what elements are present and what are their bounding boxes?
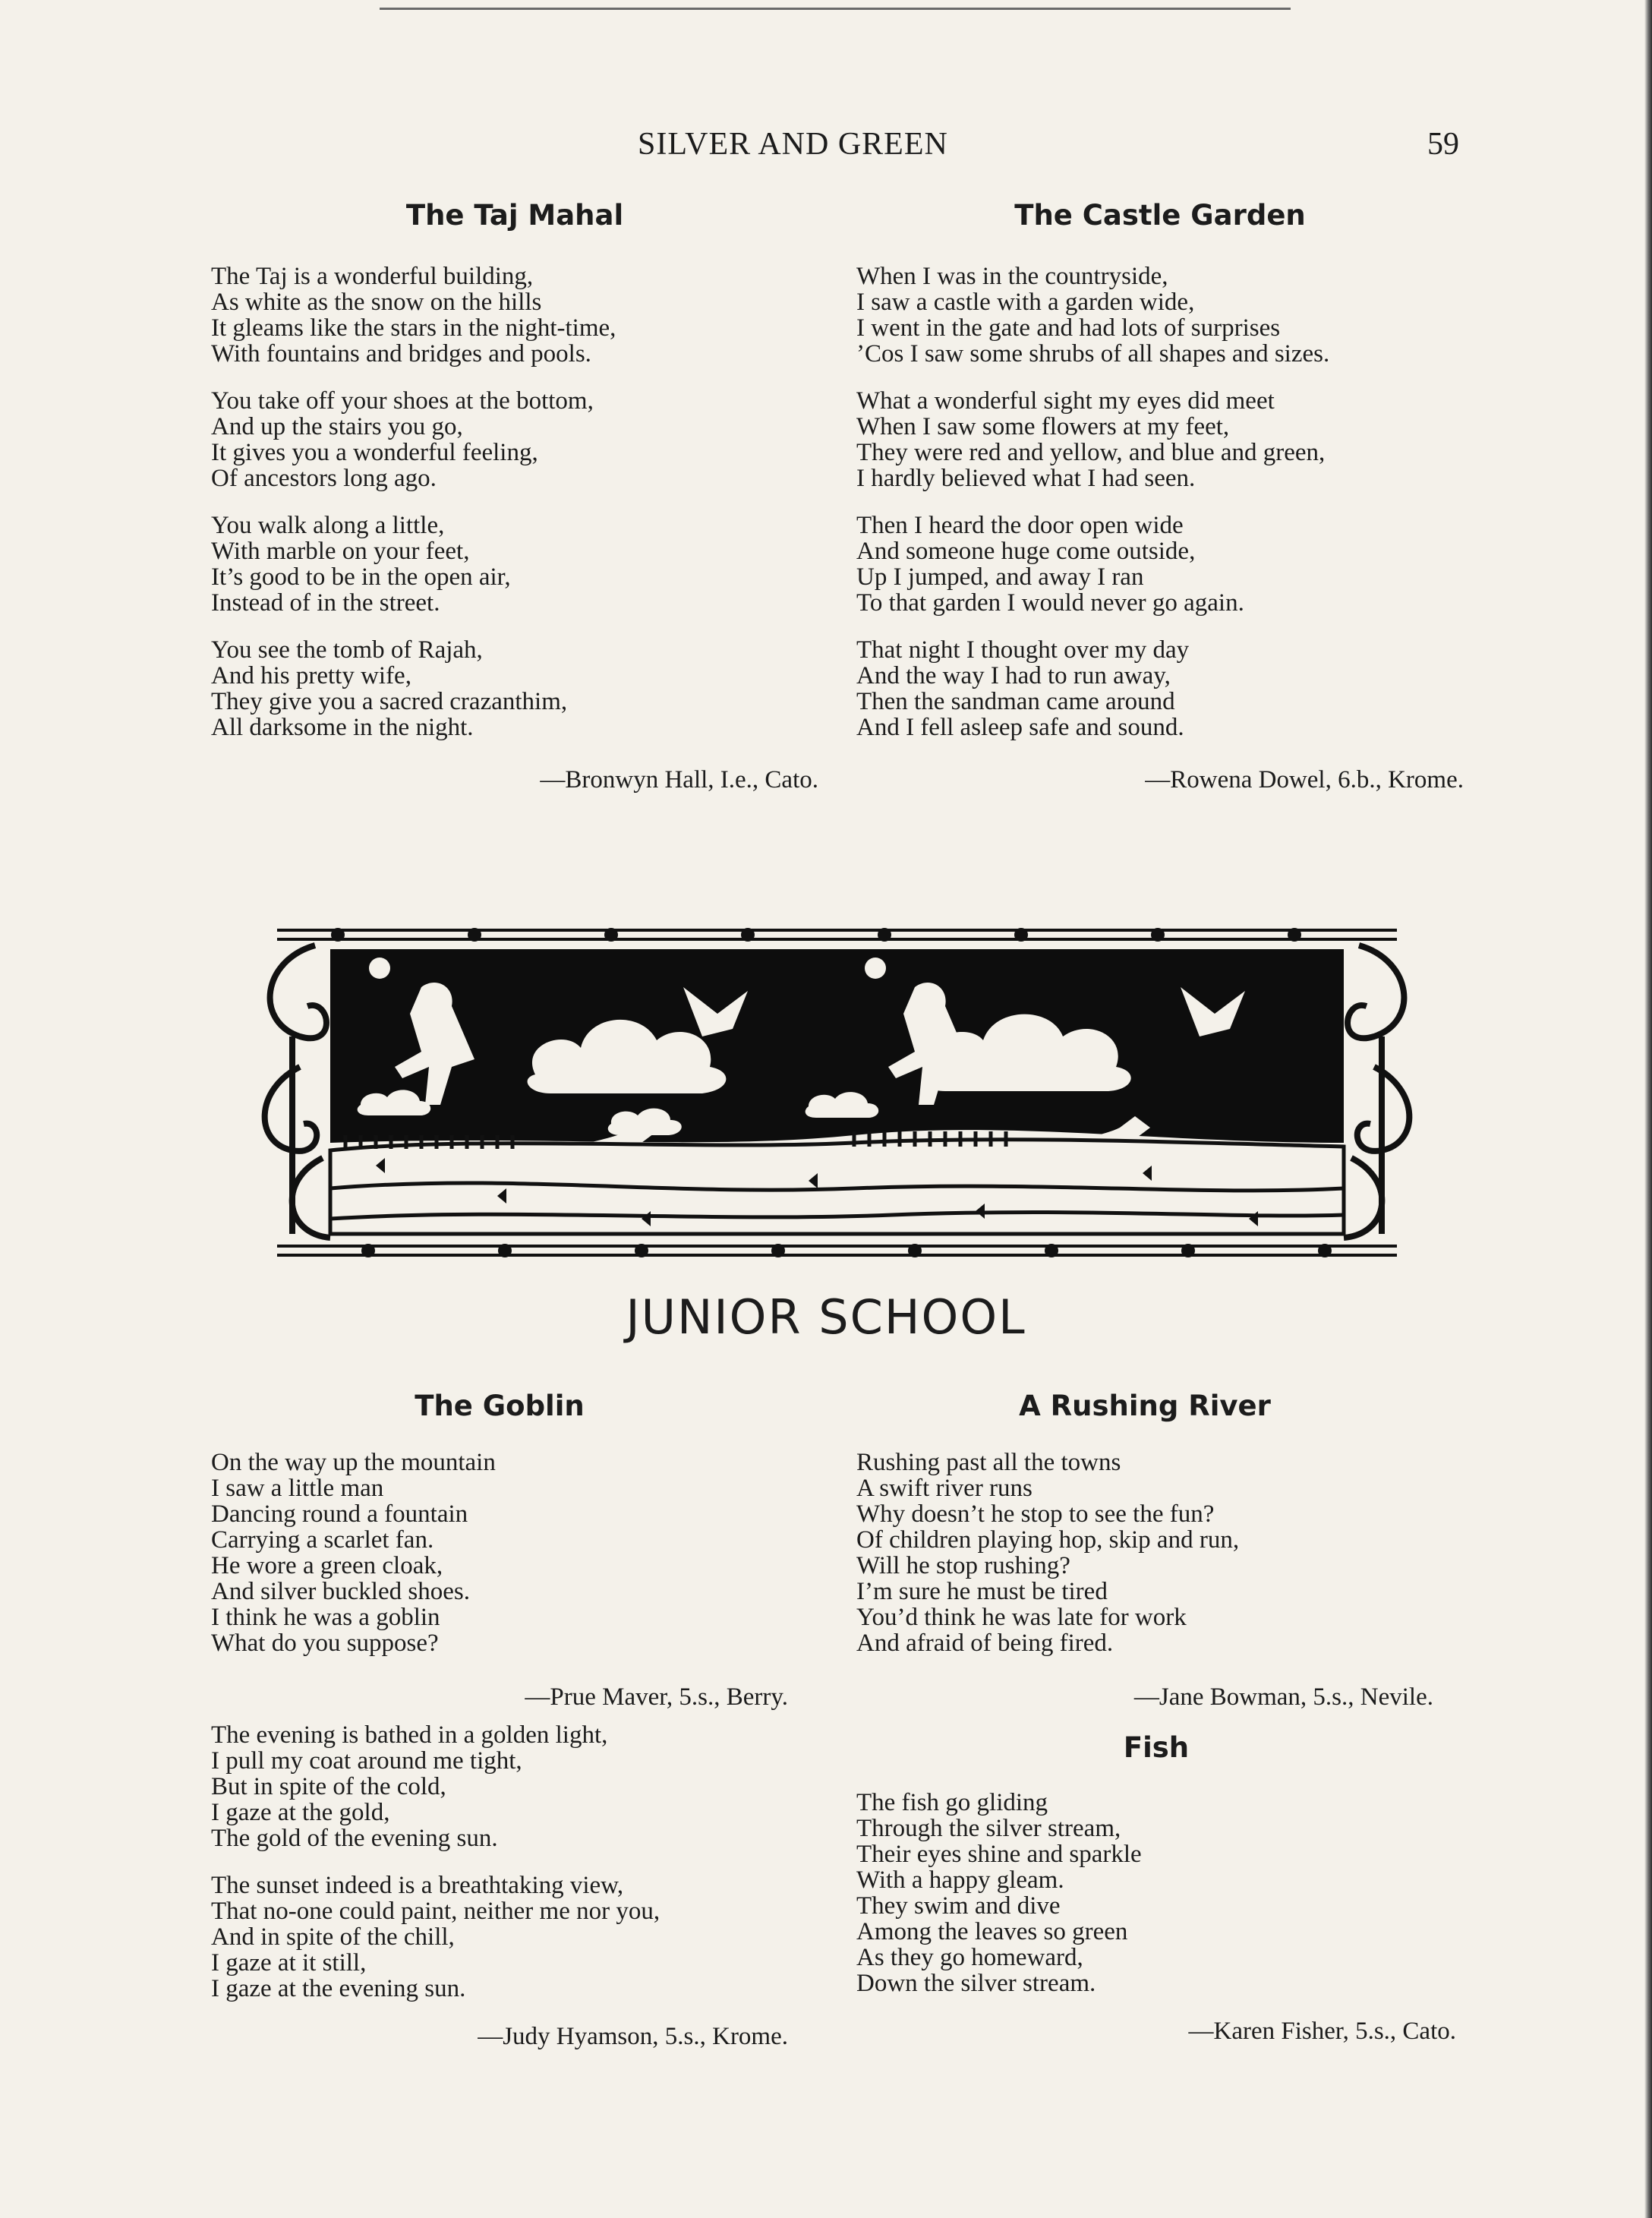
stanza (856, 637, 1464, 740)
poem-line: You take off your shoes at the bottom, (211, 387, 594, 415)
poem-line: It’s good to be in the open air, (211, 563, 511, 591)
poem-title: The Taj Mahal (405, 199, 624, 232)
poem-line: Then the sandman came around (856, 688, 1175, 715)
poem-line: But in spite of the cold, (211, 1773, 446, 1800)
poem-author: —Judy Hyamson, 5.s., Krome. (478, 2023, 788, 2050)
poem-line: I’m sure he must be tired (856, 1578, 1108, 1605)
junior-school-illustration (247, 915, 1427, 1268)
poem-line: I went in the gate and had lots of surprises (856, 314, 1281, 342)
poem-title: A Rushing River (1019, 1390, 1271, 1422)
poem-line: It gives you a wonderful feeling, (211, 439, 538, 466)
poem-line: And afraid of being fired. (856, 1630, 1114, 1657)
stanza (856, 1450, 1433, 1656)
poem-line: With marble on your feet, (211, 538, 470, 565)
poem-line: With a happy gleam. (856, 1866, 1064, 1894)
poem-line: What a wonderful sight my eyes did meet (856, 387, 1275, 415)
poem-author: —Jane Bowman, 5.s., Nevile. (1133, 1683, 1433, 1711)
poem-body (856, 1790, 1456, 1996)
poem-line: The gold of the evening sun. (211, 1825, 498, 1852)
poem-line: Down the silver stream. (856, 1970, 1096, 1997)
poem-line: As they go homeward, (856, 1944, 1083, 1971)
poem-line: Rushing past all the towns (856, 1449, 1121, 1476)
poem-line: When I was in the countryside, (856, 263, 1168, 290)
poem-line: That no-one could paint, neither me nor you, (211, 1898, 660, 1925)
poem-line: Of ancestors long ago. (211, 465, 437, 492)
poem-taj-mahal (211, 199, 818, 794)
poem-line: They give you a sacred crazanthim, (211, 688, 568, 715)
poem-line: With fountains and bridges and pools. (211, 340, 591, 368)
stanza (211, 388, 818, 491)
poem-line: I pull my coat around me tight, (211, 1747, 522, 1775)
poem-castle-garden (856, 199, 1464, 794)
poem-line: ’Cos I saw some shrubs of all shapes and sizes. (856, 340, 1330, 368)
poem-body (211, 1450, 788, 1656)
poem-line: Among the leaves so green (856, 1918, 1128, 1945)
poem-line: Why doesn’t he stop to see the fun? (856, 1500, 1215, 1528)
poem-evening (211, 1722, 818, 2051)
poem-title: The Castle Garden (1014, 199, 1306, 232)
poem-line: The fish go gliding (856, 1789, 1048, 1816)
poem-line: Instead of in the street. (211, 589, 440, 617)
poem-line: To that garden I would never go again. (856, 589, 1244, 617)
poem-fish (856, 1731, 1456, 2046)
poem-goblin (211, 1390, 788, 1712)
poem-line: I hardly believed what I had seen. (856, 465, 1196, 492)
poem-line: As white as the snow on the hills (211, 289, 542, 316)
poem-line: And silver buckled shoes. (211, 1578, 470, 1605)
stanza (856, 388, 1464, 491)
section-title: JUNIOR SCHOOL (626, 1289, 1026, 1345)
poem-title: Fish (1123, 1731, 1190, 1764)
poem-line: It gleams like the stars in the night-time, (211, 314, 616, 342)
stanza (211, 263, 818, 367)
poem-body (856, 263, 1464, 740)
poem-author: —Karen Fisher, 5.s., Cato. (1188, 2018, 1456, 2045)
stanza (211, 637, 818, 740)
poem-line: I gaze at the gold, (211, 1799, 390, 1826)
poem-line: Their eyes shine and sparkle (856, 1841, 1142, 1868)
poem-line: The sunset indeed is a breathtaking view, (211, 1872, 624, 1899)
poem-line: That night I thought over my day (856, 636, 1190, 664)
poem-author: —Bronwyn Hall, I.e., Cato. (540, 766, 818, 793)
poem-line: The Taj is a wonderful building, (211, 263, 534, 290)
stanza (856, 513, 1464, 616)
poem-line: I saw a little man (211, 1475, 384, 1502)
poem-line: I saw a castle with a garden wide, (856, 289, 1195, 316)
running-header: SILVER AND GREEN (638, 127, 948, 162)
poem-line: And the way I had to run away, (856, 662, 1171, 689)
stanza (211, 513, 818, 616)
poem-line: I think he was a goblin (211, 1604, 440, 1631)
poem-line: The evening is bathed in a golden light, (211, 1721, 608, 1749)
poem-line: And up the stairs you go, (211, 413, 463, 440)
poem-line: On the way up the mountain (211, 1449, 496, 1476)
page-number: 59 (1427, 127, 1459, 162)
poem-line: Of children playing hop, skip and run, (856, 1526, 1240, 1554)
poem-line: And someone huge come outside, (856, 538, 1196, 565)
poem-line: You’d think he was late for work (856, 1604, 1187, 1631)
poem-line: They were red and yellow, and blue and green, (856, 439, 1326, 466)
stanza (211, 1722, 818, 1851)
poem-body (856, 1450, 1433, 1656)
poem-line: I gaze at the evening sun. (211, 1975, 466, 2002)
poem-line: And in spite of the chill, (211, 1923, 455, 1951)
poem-line: Dancing round a fountain (211, 1500, 468, 1528)
poem-line: Through the silver stream, (856, 1815, 1121, 1842)
poem-line: I gaze at it still, (211, 1949, 367, 1977)
poem-line: All darksome in the night. (211, 714, 474, 741)
poem-line: Carrying a scarlet fan. (211, 1526, 434, 1554)
book-spine-shadow (1644, 0, 1652, 2218)
poem-line: You walk along a little, (211, 512, 445, 539)
poem-line: A swift river runs (856, 1475, 1032, 1502)
poem-line: Up I jumped, and away I ran (856, 563, 1144, 591)
poem-title: The Goblin (415, 1390, 585, 1422)
poem-line: And I fell asleep safe and sound. (856, 714, 1184, 741)
poem-line: And his pretty wife, (211, 662, 411, 689)
poem-line: You see the tomb of Rajah, (211, 636, 483, 664)
stanza (211, 1450, 788, 1656)
poem-line: When I saw some flowers at my feet, (856, 413, 1230, 440)
poem-author: —Prue Maver, 5.s., Berry. (525, 1683, 788, 1711)
poem-line: What do you suppose? (211, 1630, 439, 1657)
hills (330, 1140, 1344, 1234)
stanza (211, 1873, 818, 2002)
poem-line: They swim and dive (856, 1892, 1061, 1920)
poem-line: He wore a green cloak, (211, 1552, 443, 1579)
poem-rushing-river (856, 1390, 1433, 1712)
poem-author: —Rowena Dowel, 6.b., Krome. (1145, 766, 1464, 793)
stanza (856, 263, 1464, 367)
stanza (856, 1790, 1456, 1996)
poem-line: Then I heard the door open wide (856, 512, 1184, 539)
poem-body (211, 1722, 818, 2002)
poem-line: Will he stop rushing? (856, 1552, 1070, 1579)
poem-body (211, 263, 818, 740)
top-rule (380, 8, 1291, 10)
